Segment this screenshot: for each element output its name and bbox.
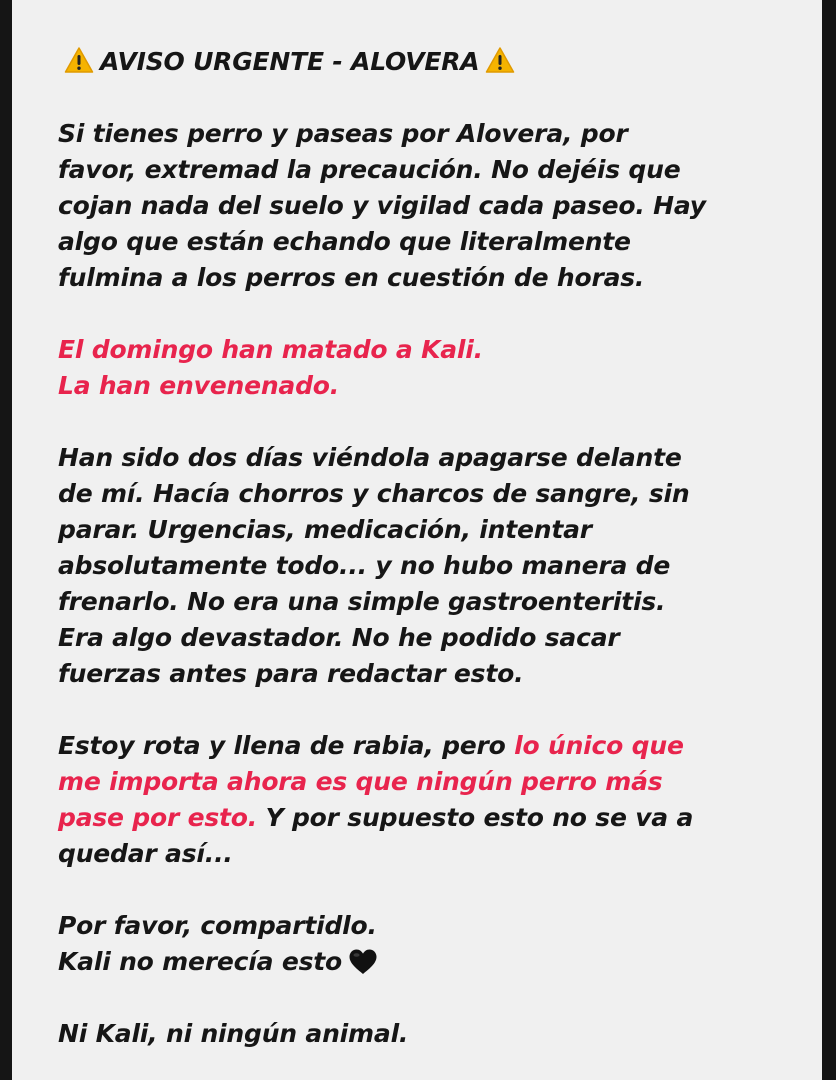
paragraph-line: absolutamente todo... y no hubo manera de <box>58 551 671 580</box>
paragraph-line: cojan nada del suelo y vigilad cada paseo. Hay <box>58 191 706 220</box>
warning-icon <box>485 46 515 74</box>
title-line <box>58 44 788 80</box>
highlight-segment: pase por esto. <box>58 803 258 832</box>
paragraph-line: frenarlo. No era una simple gastroenteritis. <box>58 587 666 616</box>
paragraph-line <box>58 944 788 980</box>
text-segment: Kali no merecía esto <box>58 947 342 976</box>
page-title: AVISO URGENTE - ALOVERA <box>100 47 480 76</box>
paragraph-line: Por favor, compartidlo. <box>58 911 377 940</box>
paragraph-line <box>58 800 788 836</box>
closing-line: Ni Kali, ni ningún animal. <box>58 1019 409 1048</box>
warning-icon <box>64 46 94 74</box>
highlight-segment: lo único que <box>514 731 684 760</box>
paragraph-line: de mí. Hacía chorros y charcos de sangre, sin <box>58 479 690 508</box>
paragraph-line <box>58 728 788 764</box>
paragraph-line: Era algo devastador. No he podido sacar <box>58 623 620 652</box>
highlight-line: me importa ahora es que ningún perro más <box>58 767 663 796</box>
story-text <box>58 44 788 1052</box>
text-segment: Estoy rota y llena de rabia, pero <box>58 731 515 760</box>
story-card <box>12 0 822 1080</box>
highlight-line: El domingo han matado a Kali. <box>58 335 483 364</box>
paragraph-line: fuerzas antes para redactar esto. <box>58 659 524 688</box>
paragraph-line: favor, extremad la precaución. No dejéis que <box>58 155 681 184</box>
paragraph-line: algo que están echando que literalmente <box>58 227 631 256</box>
paragraph-line: Si tienes perro y paseas por Alovera, por <box>58 119 628 148</box>
black-heart-icon <box>348 948 378 976</box>
paragraph-line: Han sido dos días viéndola apagarse delante <box>58 443 682 472</box>
text-segment: Y por supuesto esto no se va a <box>257 803 694 832</box>
paragraph-line: parar. Urgencias, medicación, intentar <box>58 515 592 544</box>
paragraph-line: fulmina a los perros en cuestión de horas. <box>58 263 645 292</box>
paragraph-line: quedar así... <box>58 839 233 868</box>
highlight-line: La han envenenado. <box>58 371 340 400</box>
